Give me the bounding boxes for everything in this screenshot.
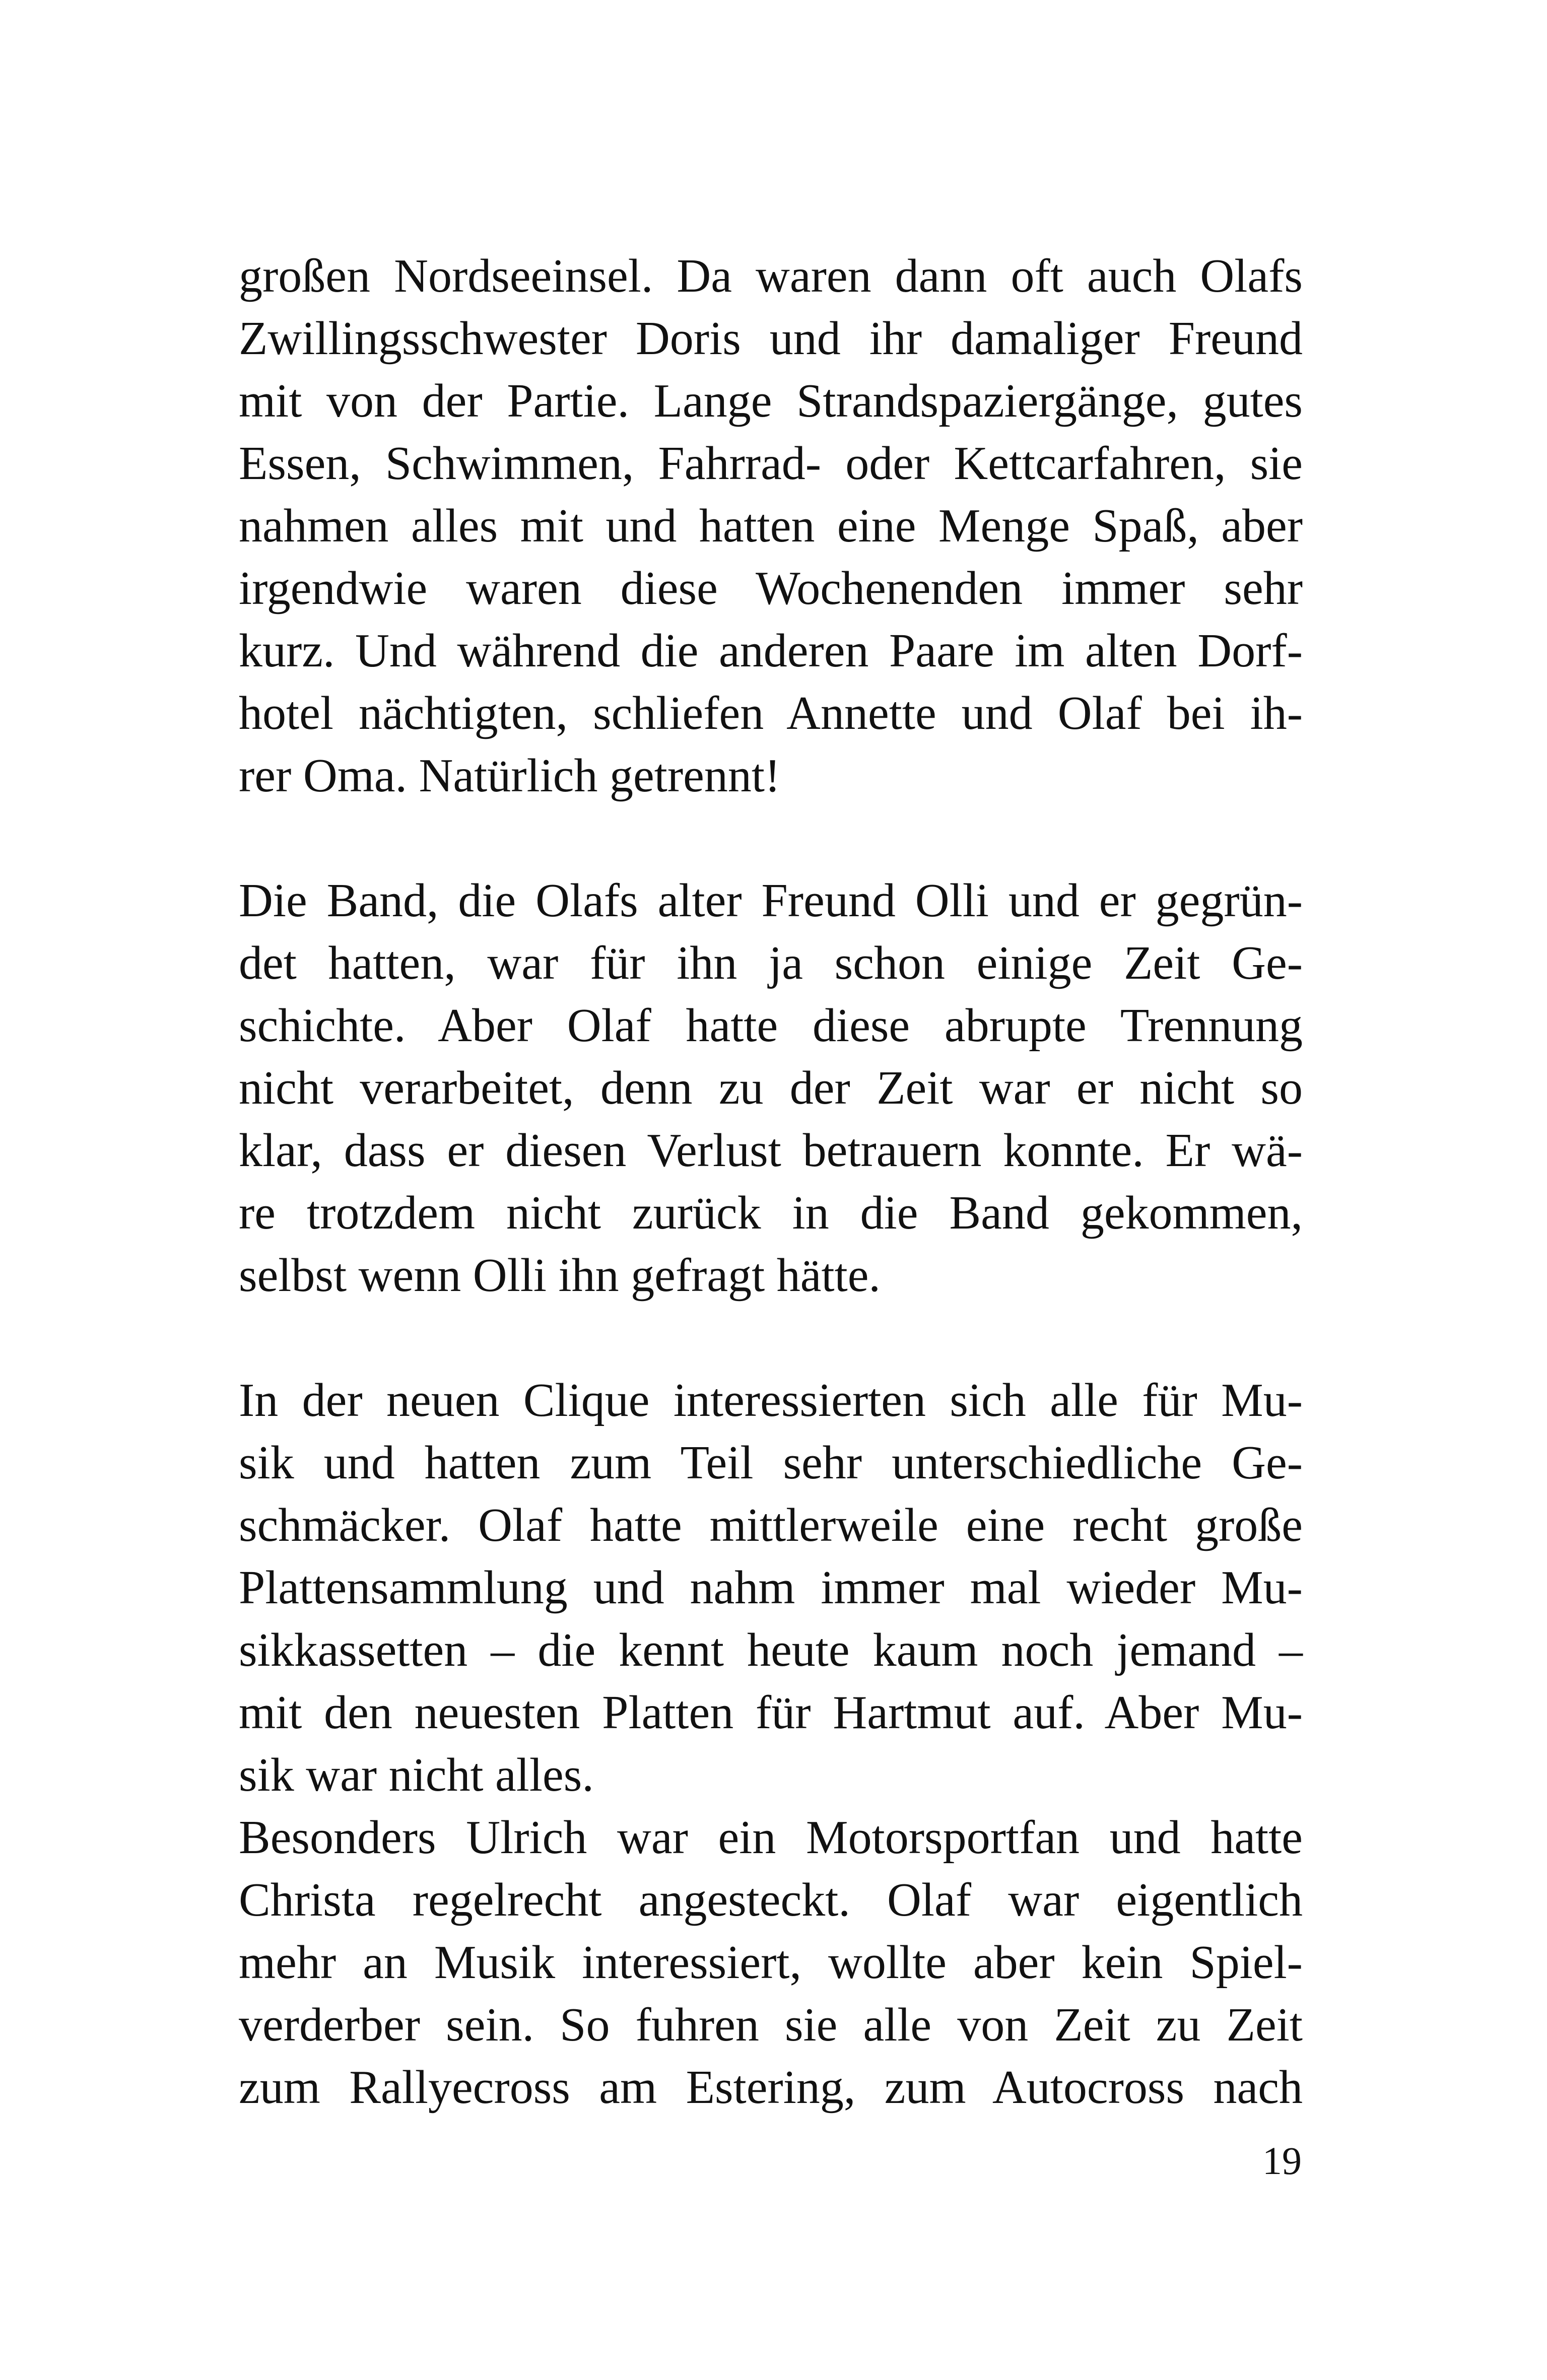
text-line: irgendwie waren diese Wochenenden immer sehr — [239, 562, 1303, 615]
text-line: nicht verarbeitet, denn zu der Zeit war er nicht so — [239, 1062, 1303, 1114]
text-line: sik und hatten zum Teil sehr unterschiedliche Ge- — [239, 1437, 1303, 1489]
text-line: mit den neuesten Platten für Hartmut auf. Aber Mu- — [239, 1686, 1303, 1739]
text-line: Plattensammlung und nahm immer mal wieder Mu- — [239, 1561, 1303, 1614]
text-line: Die Band, die Olafs alter Freund Olli und er gegrün- — [239, 874, 1303, 927]
text-line: rer Oma. Natürlich getrennt! — [239, 750, 781, 802]
text-line: hotel nächtigten, schliefen Annette und Olaf bei ih- — [239, 687, 1303, 739]
paragraph-1 — [239, 245, 1303, 807]
text-line: schmäcker. Olaf hatte mittlerweile eine recht große — [239, 1499, 1303, 1551]
paragraph-4 — [239, 1806, 1303, 2119]
text-line: großen Nordseeinsel. Da waren dann oft auch Olafs — [239, 250, 1303, 302]
text-line: sik war nicht alles. — [239, 1749, 594, 1801]
text-line: Essen, Schwimmen, Fahrrad- oder Kettcarfahren, sie — [239, 437, 1303, 490]
text-line: klar, dass er diesen Verlust betrauern konnte. Er wä- — [239, 1124, 1303, 1177]
text-line: schichte. Aber Olaf hatte diese abrupte Trennung — [239, 999, 1303, 1052]
text-line: mehr an Musik interessiert, wollte aber kein Spiel- — [239, 1936, 1303, 1989]
paragraph-3 — [239, 1369, 1303, 1806]
text-line: kurz. Und während die anderen Paare im alten Dorf- — [239, 625, 1303, 677]
text-line: mit von der Partie. Lange Strandspaziergänge, gutes — [239, 375, 1303, 427]
text-line: det hatten, war für ihn ja schon einige Zeit Ge- — [239, 937, 1303, 989]
text-line: Besonders Ulrich war ein Motorsportfan und hatte — [239, 1811, 1303, 1864]
paragraph-2 — [239, 869, 1303, 1307]
page-number: 19 — [1262, 2139, 1302, 2183]
text-line: nahmen alles mit und hatten eine Menge Spaß, aber — [239, 500, 1303, 552]
text-line: Christa regelrecht angesteckt. Olaf war eigentlich — [239, 1874, 1303, 1926]
text-line: verderber sein. So fuhren sie alle von Zeit zu Zeit — [239, 1999, 1303, 2051]
text-line: selbst wenn Olli ihn gefragt hätte. — [239, 1249, 881, 1302]
text-line: Zwillingsschwester Doris und ihr damaliger Freund — [239, 312, 1303, 365]
text-line: re trotzdem nicht zurück in die Band gekommen, — [239, 1187, 1303, 1239]
text-line: sikkassetten – die kennt heute kaum noch jemand – — [239, 1624, 1303, 1676]
text-line: In der neuen Clique interessierten sich alle für Mu- — [239, 1374, 1303, 1426]
text-line: zum Rallyecross am Estering, zum Autocross nach — [239, 2061, 1303, 2114]
